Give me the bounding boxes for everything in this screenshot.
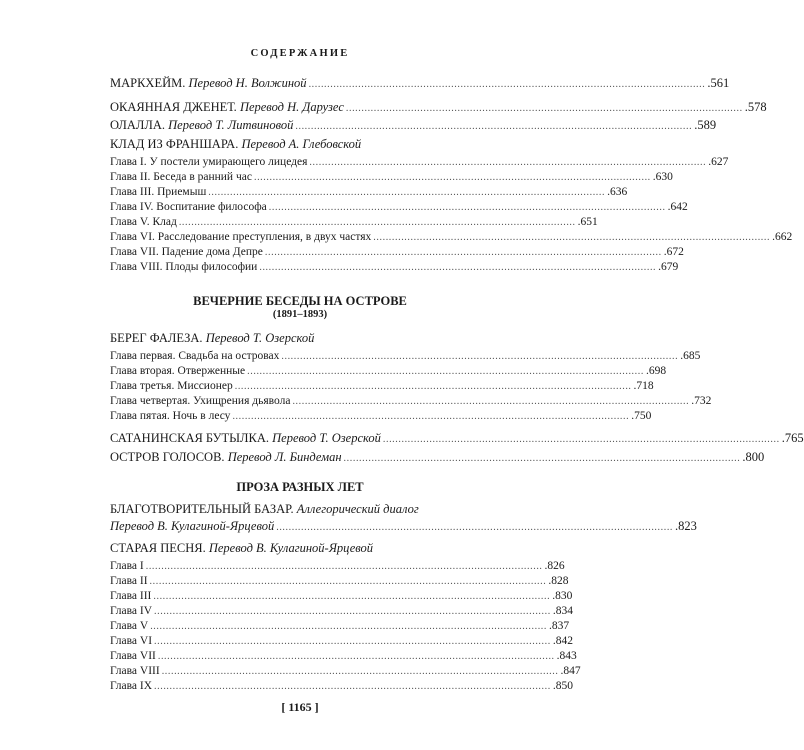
page-number: .662 xyxy=(772,231,793,243)
leader-dots: ................................................................................................................................ xyxy=(253,172,651,183)
page-number: .642 xyxy=(667,201,688,213)
page-number: .698 xyxy=(645,365,667,377)
toc-chapter: Глава VIII ................................................................................................................................ .847 xyxy=(110,665,581,677)
leader-dots: ................................................................................................................................ xyxy=(345,103,743,114)
toc-chapter: Глава вторая. Отверженные ................................................................................................................................ .698 xyxy=(110,365,667,377)
section-title: ПРОЗА РАЗНЫХ ЛЕТ xyxy=(236,480,364,494)
leader-dots: ................................................................................................................................ xyxy=(281,351,679,362)
toc-chapter: Глава VIII. Плоды философии ................................................................................................................................ .679 xyxy=(110,261,679,273)
leader-dots: ................................................................................................................................ xyxy=(234,381,632,392)
toc-chapter: Глава VII ................................................................................................................................ .843 xyxy=(110,650,577,662)
leader-dots: ................................................................................................................................ xyxy=(161,666,559,677)
leader-dots: ................................................................................................................................ xyxy=(264,247,662,258)
leader-dots: ................................................................................................................................ xyxy=(232,411,630,422)
leader-dots: ................................................................................................................................ xyxy=(309,157,707,168)
leader-dots: ................................................................................................................................ xyxy=(382,434,780,445)
toc-chapter: Глава III ................................................................................................................................ .830 xyxy=(110,590,573,602)
section-years: (1891–1893) xyxy=(272,309,328,320)
leader-dots: ................................................................................................................................ xyxy=(157,651,555,662)
leader-dots: ................................................................................................................................ xyxy=(247,366,644,377)
toc-work-heading: БЕРЕГ ФАЛЕЗА. Перевод Т. Озерской xyxy=(110,331,315,345)
leader-dots: ................................................................................................................................ xyxy=(308,79,706,90)
page-number: .636 xyxy=(607,186,628,198)
page-number: .651 xyxy=(577,216,598,228)
page-number: .627 xyxy=(708,156,729,168)
toc-entry: ОКАЯННАЯ ДЖЕНЕТ. Перевод Н. Дарузес ................................................................................................................................ .578 xyxy=(110,100,767,114)
leader-dots: ................................................................................................................................ xyxy=(145,561,543,572)
page-number: .765 xyxy=(781,431,804,445)
toc-chapter: Глава четвертая. Ухищрения дьявола ................................................................................................................................ .732 xyxy=(110,395,712,407)
toc-work-heading: СТАРАЯ ПЕСНЯ. Перевод В. Кулагиной-Ярцевой xyxy=(110,541,374,555)
leader-dots: ................................................................................................................................ xyxy=(150,621,548,632)
toc-chapter: Глава VI. Расследование преступления, в двух частях ................................................................................................................................ .662 xyxy=(110,231,793,243)
leader-dots: ................................................................................................................................ xyxy=(276,522,674,533)
toc-chapter: Глава II. Беседа в ранний час ................................................................................................................................ .630 xyxy=(110,171,673,183)
page-number: .750 xyxy=(631,410,652,422)
page-number: .732 xyxy=(691,395,712,407)
page-number: .672 xyxy=(663,246,684,258)
page-number: .843 xyxy=(556,650,577,662)
leader-dots: ................................................................................................................................ xyxy=(259,262,657,273)
leader-dots: ................................................................................................................................ xyxy=(343,453,741,464)
toc-chapter: Глава IV ................................................................................................................................ .834 xyxy=(110,605,573,617)
leader-dots: ................................................................................................................................ xyxy=(154,681,551,692)
page-number: .679 xyxy=(658,261,679,273)
leader-dots: ................................................................................................................................ xyxy=(154,636,551,647)
toc-entry: САТАНИНСКАЯ БУТЫЛКА. Перевод Т. Озерской ................................................................................................................................ .765 xyxy=(110,431,804,445)
leader-dots: ................................................................................................................................ xyxy=(149,576,547,587)
toc-work-heading: БЛАГОТВОРИТЕЛЬНЫЙ БАЗАР. Аллегорический диалог xyxy=(110,502,419,516)
toc-work-heading: КЛАД ИЗ ФРАНШАРА. Перевод А. Глебовской xyxy=(110,137,362,151)
page-number: .842 xyxy=(552,635,573,647)
page-folio: [ 1165 ] xyxy=(281,700,319,714)
toc-chapter: Глава V. Клад ................................................................................................................................ .651 xyxy=(110,216,598,228)
page-number: .847 xyxy=(560,665,581,677)
toc-chapter: Глава I ................................................................................................................................ .826 xyxy=(110,560,565,572)
toc-chapter: Глава VII. Падение дома Депре ................................................................................................................................ .672 xyxy=(110,246,684,258)
page-number: .578 xyxy=(744,100,767,114)
toc-entry: Перевод В. Кулагиной-Ярцевой ................................................................................................................................ .823 xyxy=(110,519,697,533)
toc-entry: МАРКХЕЙМ. Перевод Н. Волжиной ................................................................................................................................ .561 xyxy=(110,76,730,90)
page-number: .800 xyxy=(742,450,765,464)
page-number: .561 xyxy=(707,76,730,90)
leader-dots: ................................................................................................................................ xyxy=(208,187,606,198)
toc-chapter: Глава II ................................................................................................................................ .828 xyxy=(110,575,569,587)
toc-chapter: Глава III. Приемыш ................................................................................................................................ .636 xyxy=(110,186,628,198)
section-title: ВЕЧЕРНИЕ БЕСЕДЫ НА ОСТРОВЕ xyxy=(193,294,407,308)
page-number: .685 xyxy=(680,350,701,362)
leader-dots: ................................................................................................................................ xyxy=(154,606,551,617)
leader-dots: ................................................................................................................................ xyxy=(295,121,693,132)
toc-chapter: Глава I. У постели умирающего лицедея ................................................................................................................................ .627 xyxy=(110,156,729,168)
toc-entry: ОСТРОВ ГОЛОСОВ. Перевод Л. Биндеман ................................................................................................................................ .800 xyxy=(110,450,765,464)
page-number: .837 xyxy=(549,620,570,632)
leader-dots: ................................................................................................................................ xyxy=(153,591,551,602)
page-number: .589 xyxy=(694,118,717,132)
toc-chapter: Глава VI ................................................................................................................................ .842 xyxy=(110,635,573,647)
leader-dots: ................................................................................................................................ xyxy=(178,217,576,228)
page-number: .830 xyxy=(552,590,573,602)
page-number: .850 xyxy=(552,680,573,692)
page-number: .630 xyxy=(652,171,673,183)
page-number: .823 xyxy=(675,519,697,533)
toc-chapter: Глава третья. Миссионер ................................................................................................................................ .718 xyxy=(110,380,654,392)
leader-dots: ................................................................................................................................ xyxy=(268,202,666,213)
leader-dots: ................................................................................................................................ xyxy=(292,396,690,407)
toc-chapter: Глава IV. Воспитание философа ................................................................................................................................ .642 xyxy=(110,201,688,213)
page-number: .718 xyxy=(633,380,654,392)
leader-dots: ................................................................................................................................ xyxy=(373,232,771,243)
toc-entry: ОЛАЛЛА. Перевод Т. Литвиновой ................................................................................................................................ .589 xyxy=(110,118,717,132)
toc-chapter: Глава V ................................................................................................................................ .837 xyxy=(110,620,570,632)
toc-chapter: Глава первая. Свадьба на островах ................................................................................................................................ .685 xyxy=(110,350,701,362)
toc-chapter: Глава пятая. Ночь в лесу ................................................................................................................................ .750 xyxy=(110,410,652,422)
page-number: .828 xyxy=(548,575,569,587)
page-header: СОДЕРЖАНИЕ xyxy=(250,48,350,59)
page-number: .834 xyxy=(552,605,573,617)
toc-chapter: Глава IX ................................................................................................................................ .850 xyxy=(110,680,573,692)
page-number: .826 xyxy=(544,560,565,572)
